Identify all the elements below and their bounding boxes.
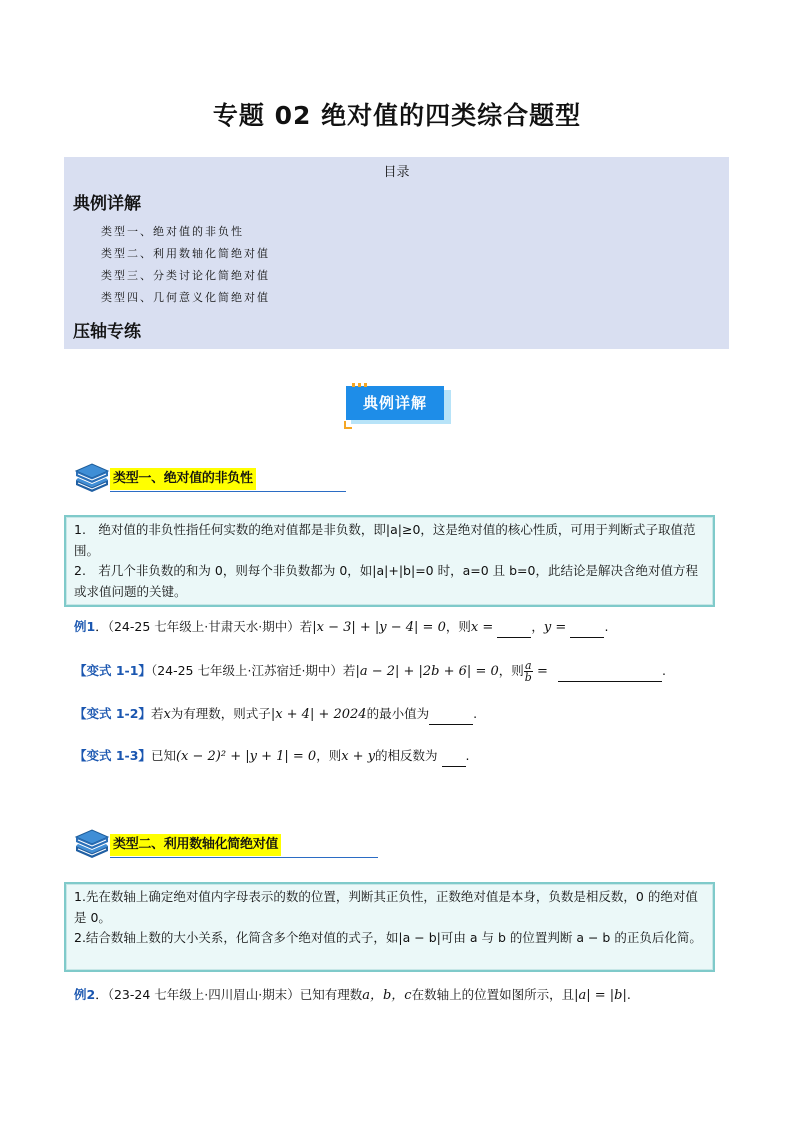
toc-item-type3[interactable]: 类型三、分类讨论化简绝对值	[101, 269, 270, 282]
type1-note-1: 1. 绝对值的非负性指任何实数的绝对值都是非负数，即|a|≥0，这是绝对值的核心性质，可用于判断式子取值范围。	[74, 522, 696, 558]
books-icon	[74, 462, 110, 496]
toc-item-type1[interactable]: 类型一、绝对值的非负性	[101, 225, 244, 238]
type2-notes	[64, 882, 715, 972]
banner-label: 典例详解	[346, 386, 444, 420]
banner-dots-decoration	[352, 383, 370, 387]
example-2: 例2．（23-24 七年级上·四川眉山·期末）已知有理数a，b，c在数轴上的位置如图所示，且|a| = |b|.	[74, 987, 631, 1003]
toc-section-practice[interactable]: 压轴专练	[73, 322, 141, 342]
type1-notes	[64, 515, 715, 607]
type1-label: 类型一、绝对值的非负性	[110, 468, 256, 490]
type2-label: 类型二、利用数轴化简绝对值	[110, 834, 281, 856]
answer-blank[interactable]	[558, 661, 662, 682]
type2-note-1: 1.先在数轴上确定绝对值内字母表示的数的位置，判断其正负性，正数绝对值是本身，负数是相反数，0 的绝对值是 0。	[74, 889, 698, 925]
fraction-a-over-b: $\frac{a}{b}$	[524, 659, 532, 684]
answer-blank-x[interactable]	[497, 617, 531, 638]
books-icon	[74, 828, 110, 862]
example-1: 例1．（24-25 七年级上·甘肃天水·期中）若|x − 3| + |y − 4| = 0，则x = ，y = .	[74, 617, 608, 638]
page-title: 专题 02 绝对值的四类综合题型	[212, 101, 582, 130]
answer-blank-y[interactable]	[570, 617, 604, 638]
toc-section-examples[interactable]: 典例详解	[73, 194, 141, 214]
section-banner	[344, 383, 454, 427]
answer-blank[interactable]	[429, 704, 473, 725]
toc-heading: 目录	[383, 165, 410, 180]
variant-1-2: 【变式 1-2】若x为有理数，则式子|x + 4| + 2024的最小值为 .	[74, 704, 477, 725]
toc-item-type4[interactable]: 类型四、几何意义化简绝对值	[101, 291, 270, 304]
banner-corner-decoration	[344, 421, 352, 429]
answer-blank[interactable]	[442, 746, 466, 767]
variant-1-3: 【变式 1-3】已知(x − 2)² + |y + 1| = 0，则x + y的相反数为 .	[74, 746, 470, 767]
type2-note-2: 2.结合数轴上数的大小关系，化简含多个绝对值的式子，如|a − b|可由 a 与 b 的位置判断 a − b 的正负后化简。	[74, 930, 702, 945]
variant-1-1: 【变式 1-1】（24-25 七年级上·江苏宿迁·期中）若|a − 2| + |2b + 6| = 0，则 $\frac{a}{b}$ = .	[74, 659, 666, 684]
toc-item-type2[interactable]: 类型二、利用数轴化简绝对值	[101, 247, 270, 260]
type1-note-2: 2. 若几个非负数的和为 0，则每个非负数都为 0，如|a|+|b|=0 时，a=0 且 b=0，此结论是解决含绝对值方程或求值问题的关键。	[74, 563, 698, 599]
table-of-contents	[64, 157, 729, 349]
